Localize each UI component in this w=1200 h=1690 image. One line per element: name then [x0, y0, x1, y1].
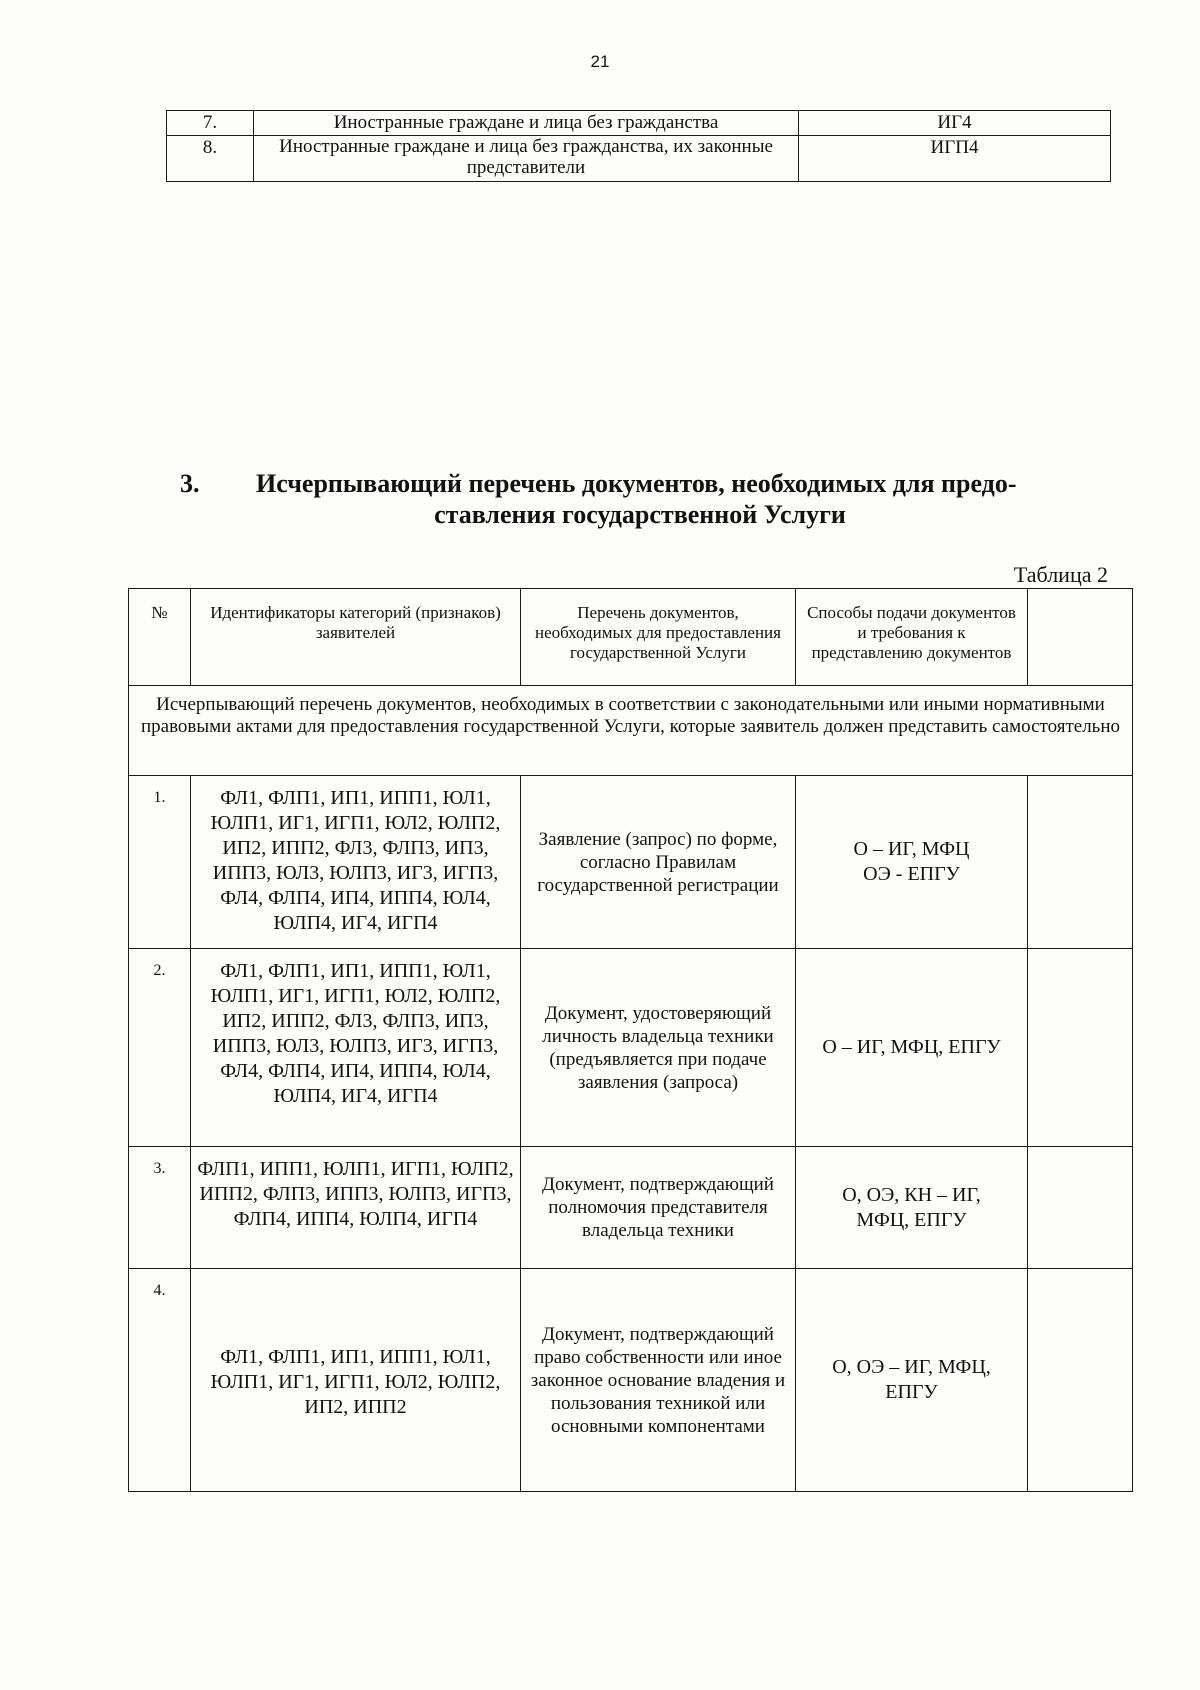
method-line: О, ОЭ – ИГ, МФЦ,	[832, 1356, 991, 1378]
row-extra	[1028, 949, 1133, 1147]
category-name: Иностранные граждане и лица без гражданства, их законные представители	[254, 136, 799, 182]
table-row	[129, 1269, 1133, 1492]
section-title-line1: Исчерпывающий перечень документов, необходимых для предо-	[256, 469, 1017, 498]
row-method	[796, 1269, 1028, 1492]
row-method	[796, 1147, 1028, 1269]
applicant-categories-table-continued	[166, 110, 1111, 182]
row-categories: ФЛ1, ФЛП1, ИП1, ИПП1, ЮЛ1, ЮЛП1, ИГ1, ИГП1, ЮЛ2, ЮЛП2, ИП2, ИПП2, ФЛ3, ФЛП3, ИП3, ИПП3, ЮЛ3, ЮЛП3, ИГ3, ИГП3, ФЛ4, ФЛП4, ИП4, ИПП4, ЮЛ4, ЮЛП4, ИГ4, ИГП4	[191, 949, 521, 1147]
row-number: 4.	[129, 1269, 191, 1492]
row-method	[796, 776, 1028, 949]
row-extra	[1028, 1269, 1133, 1492]
category-name: Иностранные граждане и лица без гражданства	[254, 111, 799, 136]
row-document: Документ, подтверждающий право собственности или иное законное основание владения и пользования техникой или основными компонентами	[521, 1269, 796, 1492]
row-method	[796, 949, 1028, 1147]
method-line: О – ИГ, МФЦ	[853, 838, 970, 860]
header-methods: Способы подачи документов и требования к представлению документов	[796, 589, 1028, 686]
table-row	[129, 949, 1133, 1147]
category-code: ИГП4	[799, 136, 1111, 182]
row-number: 3.	[129, 1147, 191, 1269]
row-document: Заявление (запрос) по форме, согласно Правилам государственной регистрации	[521, 776, 796, 949]
row-number: 8.	[167, 136, 254, 182]
header-extra	[1028, 589, 1133, 686]
table-row	[129, 776, 1133, 949]
header-documents: Перечень документов, необходимых для предоставления государственной Услуги	[521, 589, 796, 686]
table-row	[129, 1147, 1133, 1269]
section-number: 3.	[180, 469, 200, 498]
category-code: ИГ4	[799, 111, 1111, 136]
table-header-row	[129, 589, 1133, 686]
method-line: МФЦ, ЕПГУ	[856, 1208, 967, 1231]
row-number: 1.	[129, 776, 191, 949]
page-number: 21	[590, 52, 610, 71]
row-extra	[1028, 1147, 1133, 1269]
row-categories: ФЛ1, ФЛП1, ИП1, ИПП1, ЮЛ1, ЮЛП1, ИГ1, ИГП1, ЮЛ2, ЮЛП2, ИП2, ИПП2, ФЛ3, ФЛП3, ИП3, ИПП3, ЮЛ3, ЮЛП3, ИГ3, ИГП3, ФЛ4, ФЛП4, ИП4, ИПП4, ЮЛ4, ЮЛП4, ИГ4, ИГП4	[191, 776, 521, 949]
method-line: О, ОЭ, КН – ИГ,	[842, 1183, 981, 1206]
section-title-line2: ставления государственной Услуги	[434, 500, 846, 529]
header-number: №	[129, 589, 191, 686]
method-line: ОЭ - ЕПГУ	[863, 863, 960, 885]
row-number: 7.	[167, 111, 254, 136]
section-row-text: Исчерпывающий перечень документов, необходимых в соответствии с законодательными или иными нормативными правовыми актами для предоставления государственной Услуги, которые заявитель должен представить самостоятельно	[129, 686, 1133, 776]
table-row	[167, 136, 1111, 182]
row-document: Документ, удостоверяющий личность владельца техники (предъявляется при подаче заявления (запроса)	[521, 949, 796, 1147]
table-label: Таблица 2	[1013, 562, 1108, 587]
method-line: О – ИГ, МФЦ, ЕПГУ	[822, 1036, 1001, 1058]
row-categories: ФЛ1, ФЛП1, ИП1, ИПП1, ЮЛ1, ЮЛП1, ИГ1, ИГП1, ЮЛ2, ЮЛП2, ИП2, ИПП2	[191, 1269, 521, 1492]
row-categories: ФЛП1, ИПП1, ЮЛП1, ИГП1, ЮЛП2, ИПП2, ФЛП3, ИПП3, ЮЛП3, ИГП3, ФЛП4, ИПП4, ЮЛП4, ИГП4	[191, 1147, 521, 1269]
documents-table	[128, 588, 1133, 1492]
section-heading	[180, 468, 1100, 530]
table-section-row	[129, 686, 1133, 776]
table-row	[167, 111, 1111, 136]
header-categories: Идентификаторы категорий (признаков) заявителей	[191, 589, 521, 686]
row-number: 2.	[129, 949, 191, 1147]
method-line: ЕПГУ	[885, 1381, 938, 1403]
row-document: Документ, подтверждающий полномочия представителя владельца техники	[521, 1147, 796, 1269]
row-extra	[1028, 776, 1133, 949]
